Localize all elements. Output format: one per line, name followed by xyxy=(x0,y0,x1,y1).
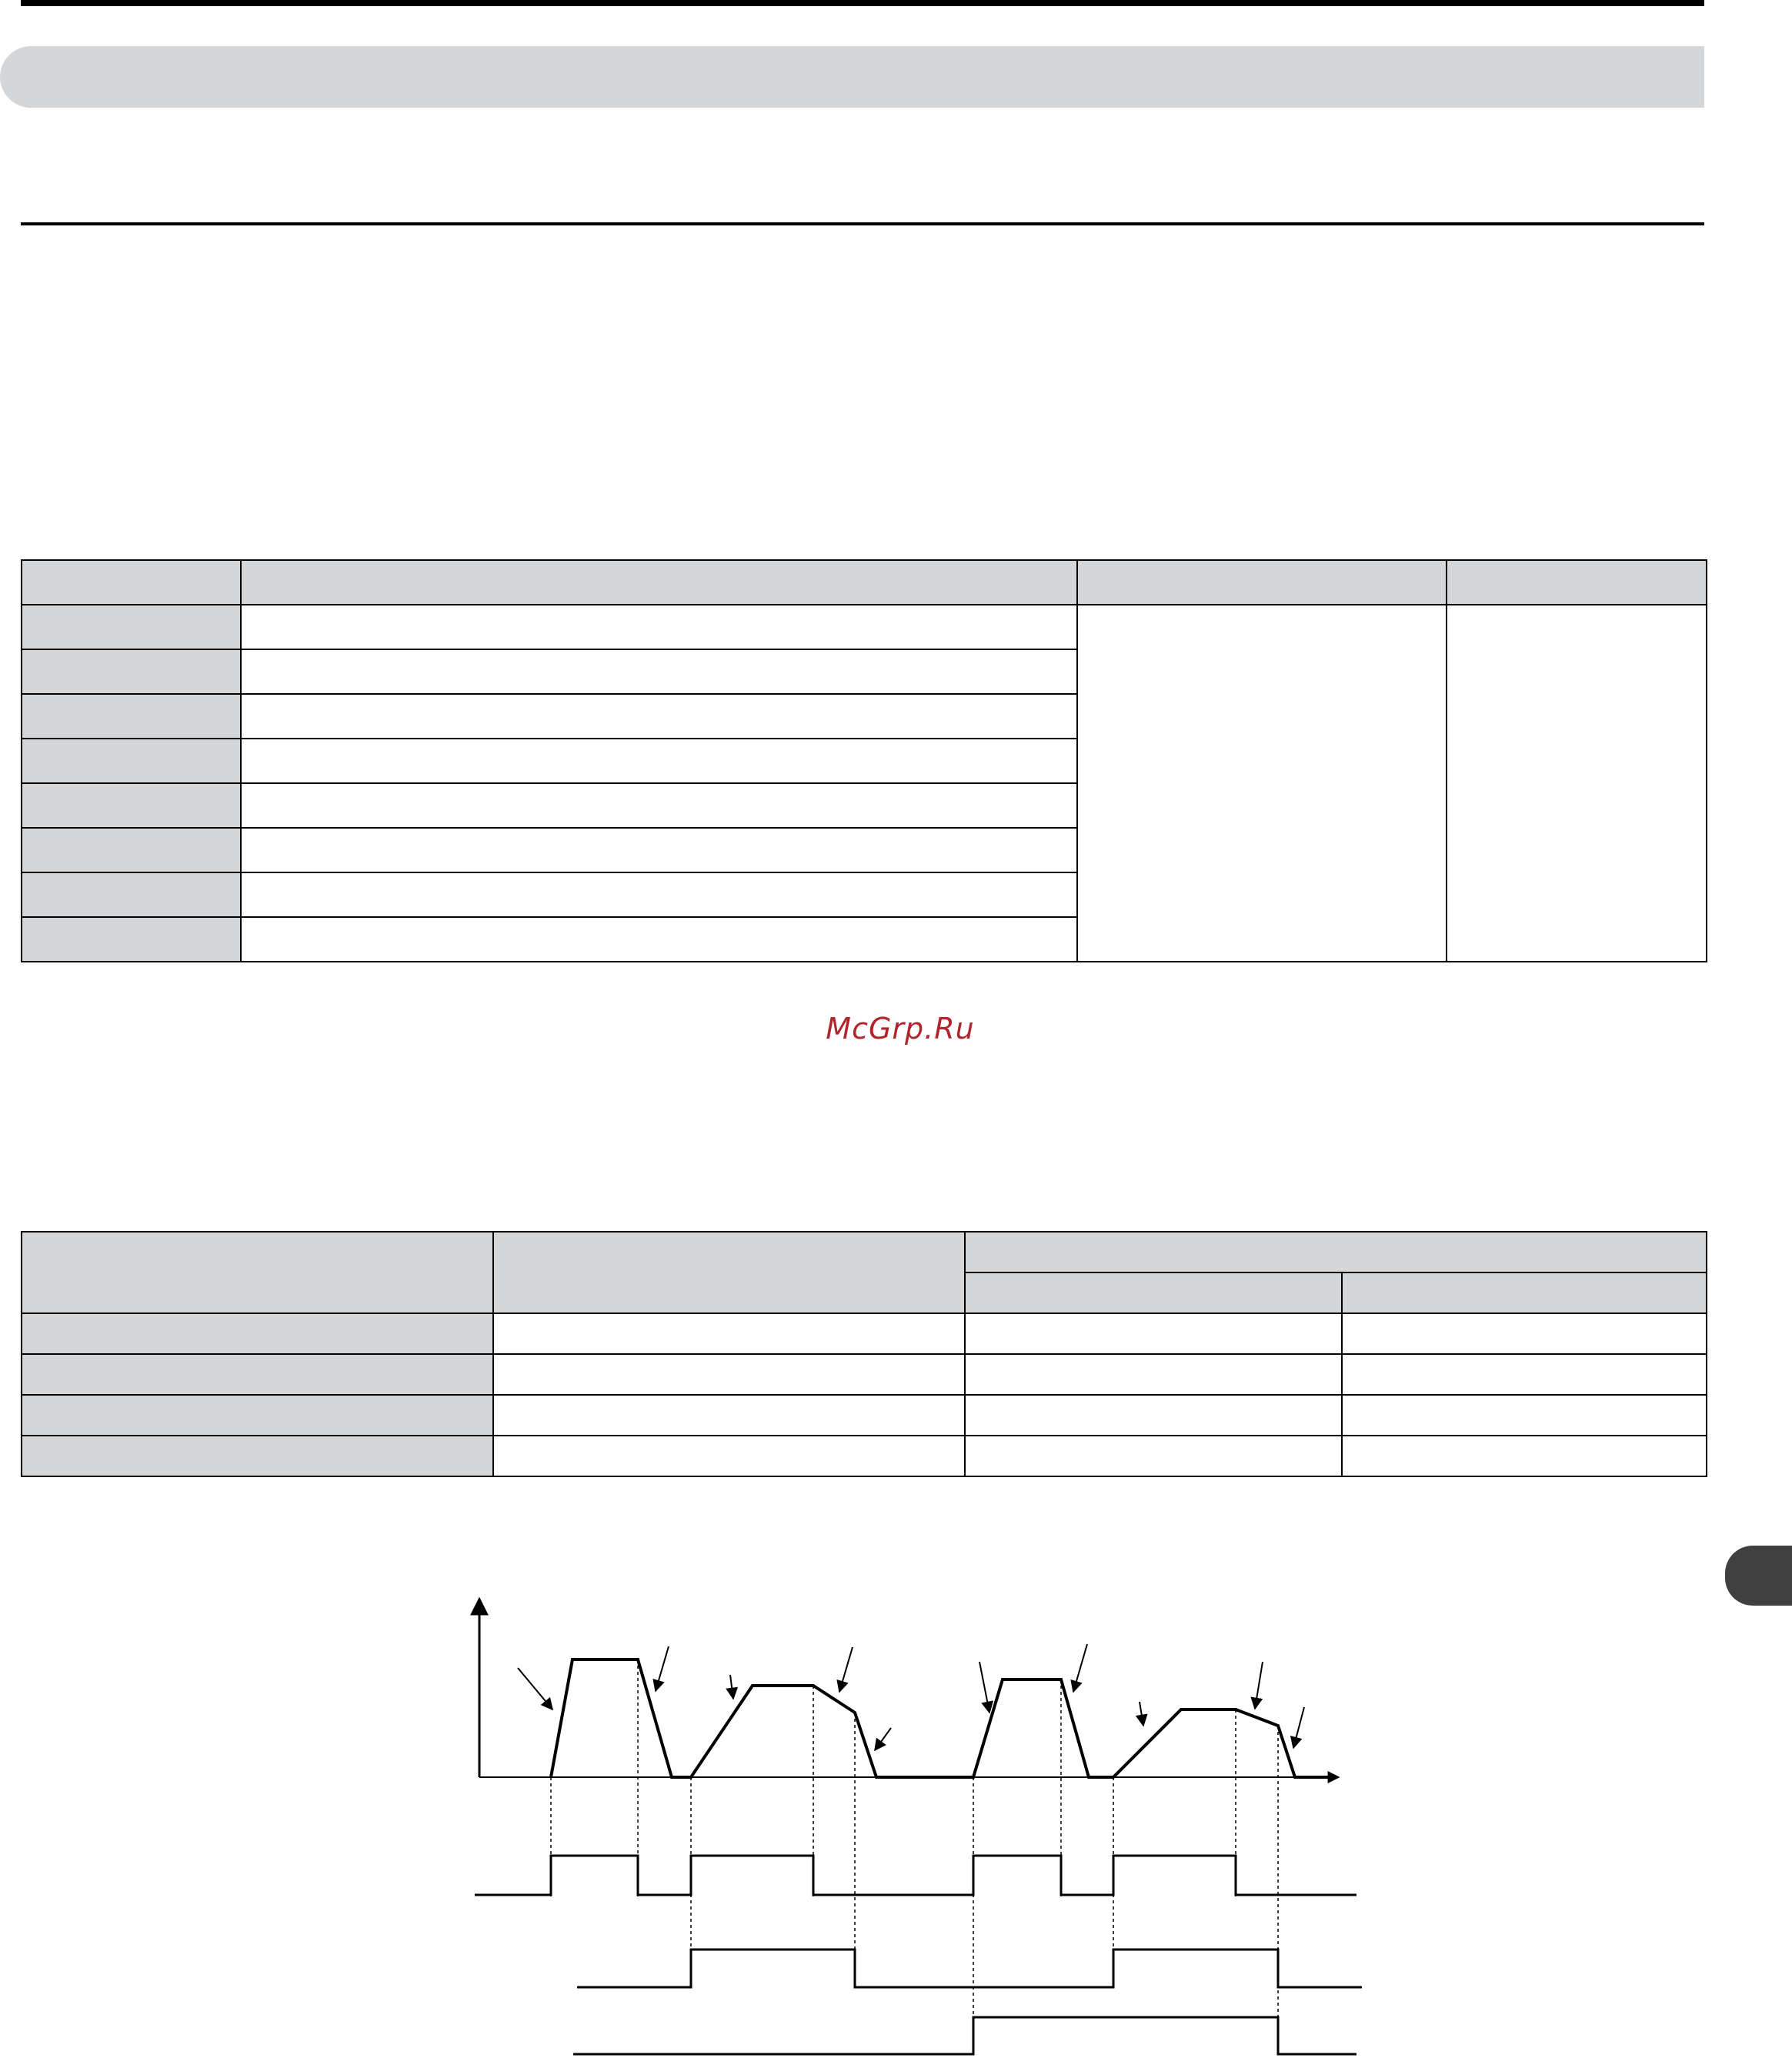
table2-subheader-cell xyxy=(965,1272,1342,1313)
table1-header-cell xyxy=(1077,560,1447,605)
selection-table xyxy=(21,1231,1707,1477)
top-rule xyxy=(21,0,1704,6)
decel-arrow xyxy=(839,1647,853,1692)
table1-description-cell xyxy=(241,828,1077,872)
accel-arrow xyxy=(518,1668,552,1709)
input-signal-1 xyxy=(475,1856,1357,1895)
chapter-tab xyxy=(1725,1546,1792,1606)
accel-arrow xyxy=(979,1662,989,1713)
table1-row-label xyxy=(22,828,241,872)
table1-row-label xyxy=(22,917,241,962)
table2-row-label xyxy=(22,1313,493,1354)
subsection-rule xyxy=(21,222,1704,225)
table2-cell xyxy=(965,1313,1342,1354)
table1-header-row xyxy=(22,560,1707,605)
table1-description-cell xyxy=(241,917,1077,962)
table1-merged-cell xyxy=(1077,605,1447,962)
table1-row-label xyxy=(22,872,241,917)
table2-header-row xyxy=(22,1232,1707,1272)
table2-row-label xyxy=(22,1436,493,1476)
table2-header-cell xyxy=(22,1232,493,1313)
table2-subheader-cell xyxy=(1342,1272,1707,1313)
table-row xyxy=(22,605,1707,649)
section-header-band xyxy=(0,46,1704,108)
table1-row-label xyxy=(22,694,241,739)
table-row xyxy=(22,1436,1707,1476)
parameter-table xyxy=(21,559,1707,962)
input-signal-2 xyxy=(577,1950,1362,1987)
frequency-profile xyxy=(551,1659,1331,1777)
table1-row-label xyxy=(22,605,241,649)
table2-cell xyxy=(965,1436,1342,1476)
table1-row-label xyxy=(22,649,241,694)
table1-row-label xyxy=(22,783,241,828)
table-row xyxy=(22,1313,1707,1354)
table1-description-cell xyxy=(241,783,1077,828)
table-row xyxy=(22,1354,1707,1395)
table2-row-label xyxy=(22,1354,493,1395)
table2-cell xyxy=(1342,1436,1707,1476)
table2-cell xyxy=(1342,1313,1707,1354)
table2-cell xyxy=(1342,1354,1707,1395)
decel-arrow xyxy=(1073,1644,1087,1692)
table2-header-cell xyxy=(493,1232,965,1313)
table1-description-cell xyxy=(241,649,1077,694)
table2-cell xyxy=(493,1395,965,1436)
table2-group-header-cell xyxy=(965,1232,1707,1272)
table2-cell xyxy=(965,1395,1342,1436)
table1-header-cell xyxy=(241,560,1077,605)
table1-description-cell xyxy=(241,694,1077,739)
table2-cell xyxy=(1342,1395,1707,1436)
table1-description-cell xyxy=(241,739,1077,783)
table1-header-cell xyxy=(1447,560,1707,605)
decel-arrow xyxy=(875,1728,891,1750)
table1-description-cell xyxy=(241,872,1077,917)
input-signal-3 xyxy=(573,2017,1357,2054)
table2-cell xyxy=(493,1436,965,1476)
accel-arrow xyxy=(730,1675,733,1699)
timing-diagram xyxy=(454,1585,1377,2058)
decel-arrow xyxy=(1255,1662,1263,1709)
table1-merged-cell xyxy=(1447,605,1707,962)
table1-description-cell xyxy=(241,605,1077,649)
decel-arrow xyxy=(1293,1707,1304,1748)
table2-cell xyxy=(493,1354,965,1395)
table-row xyxy=(22,1395,1707,1436)
table1-header-cell xyxy=(22,560,241,605)
watermark: McGrp.Ru xyxy=(826,1012,975,1046)
accel-arrow xyxy=(1140,1702,1143,1726)
table2-cell xyxy=(965,1354,1342,1395)
decel-arrow xyxy=(656,1646,669,1691)
table2-row-label xyxy=(22,1395,493,1436)
table2-cell xyxy=(493,1313,965,1354)
table1-row-label xyxy=(22,739,241,783)
